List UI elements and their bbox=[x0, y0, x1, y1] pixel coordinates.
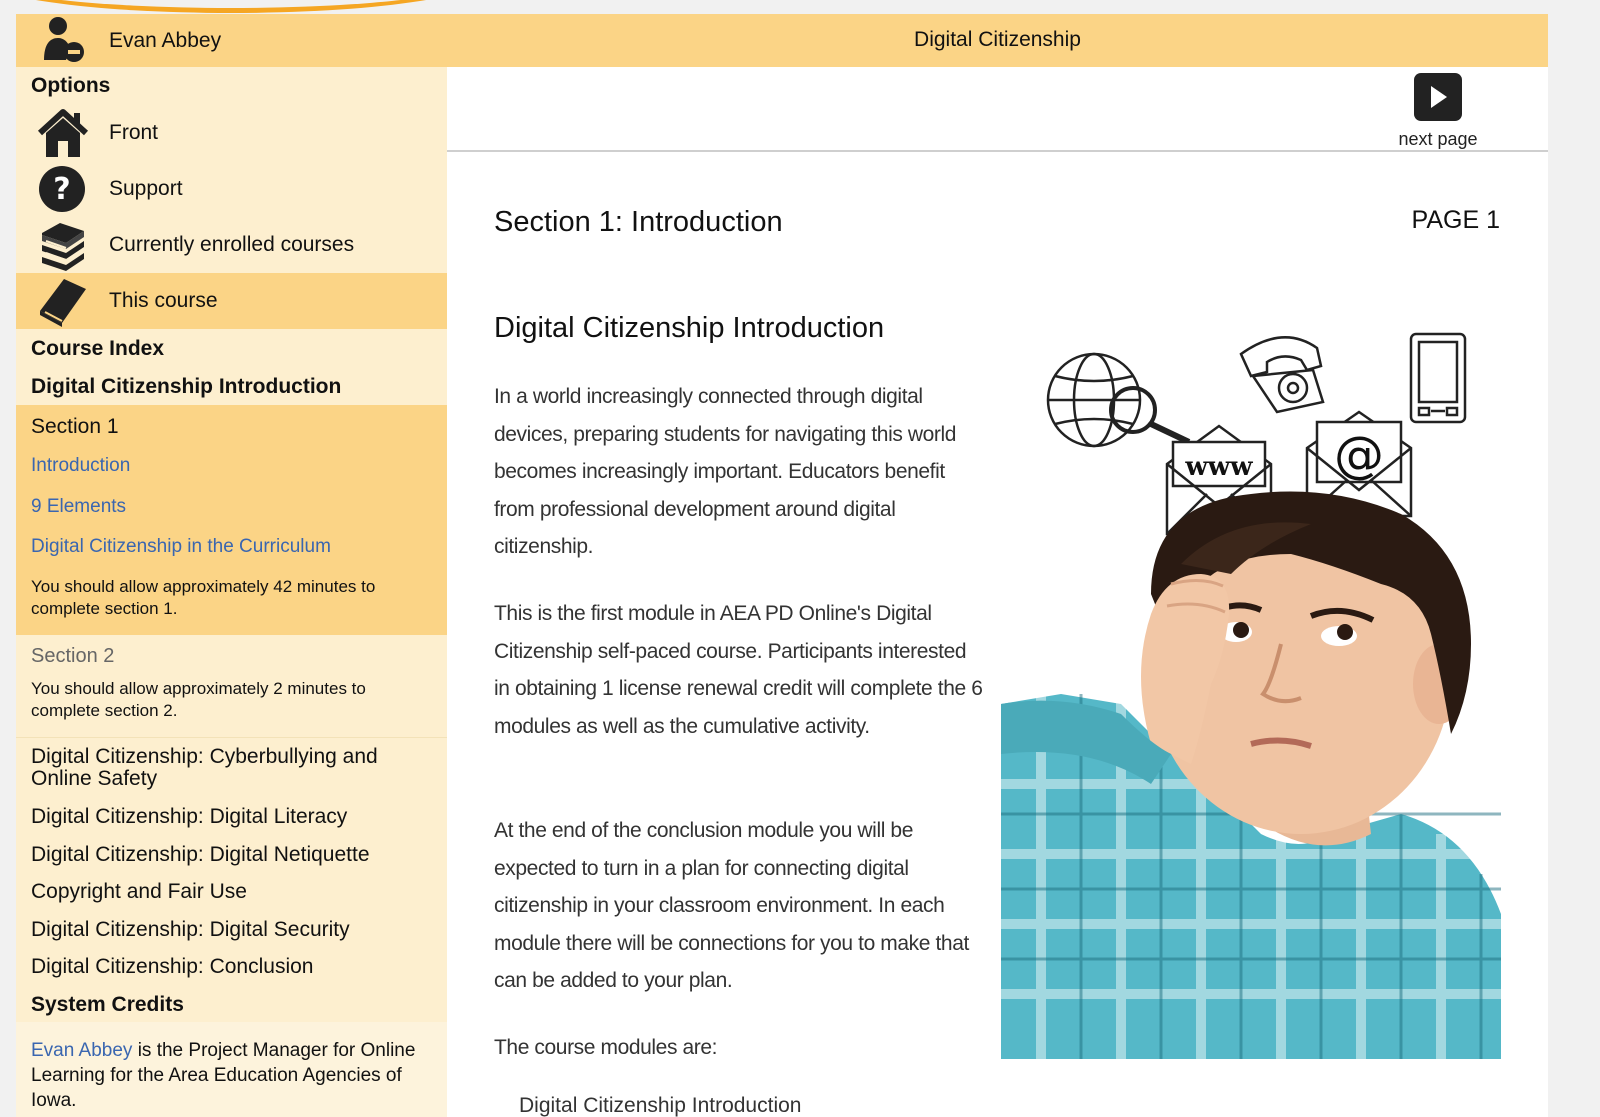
section2-note: You should allow approximately 2 minutes to complete section 2. bbox=[31, 679, 366, 720]
nav-front-label: Front bbox=[109, 121, 159, 144]
tablet-icon bbox=[1411, 334, 1465, 422]
section1-note: You should allow approximately 42 minutes to complete section 1. bbox=[31, 577, 376, 618]
nav-support-label: Support bbox=[109, 177, 183, 200]
section1-block bbox=[16, 405, 447, 635]
module-item[interactable]: Digital Citizenship: Digital Security bbox=[31, 918, 350, 941]
boy-thinking-illustration bbox=[1001, 314, 1501, 1059]
next-page-button[interactable] bbox=[1414, 73, 1462, 121]
chapter-title: Digital Citizenship Introduction bbox=[494, 312, 885, 344]
paragraph: This is the first module in AEA PD Online's Digital Citizenship self-paced course. Participants interested in obtaining 1 license renewal credit will complete the 6 modules as well as the cumulative activity. bbox=[494, 602, 983, 738]
module-list bbox=[16, 737, 447, 1117]
options-heading-row bbox=[16, 67, 447, 105]
www-text: www bbox=[1185, 452, 1253, 482]
module-item[interactable]: Digital Citizenship: Conclusion bbox=[31, 955, 314, 978]
paragraph: At the end of the conclusion module you will be expected to turn in a plan for connecting digital citizenship in your classroom environment. In each module there will be connections for you to make that can be added to your plan. bbox=[494, 819, 969, 992]
module-item[interactable]: Copyright and Fair Use bbox=[31, 880, 247, 903]
nav-enrolled-courses[interactable] bbox=[16, 217, 447, 273]
svg-text:?: ? bbox=[53, 172, 71, 207]
course-index-heading: Course Index bbox=[31, 337, 165, 360]
top-accent-arc bbox=[16, 0, 446, 14]
sidebar bbox=[16, 14, 447, 1117]
module-list-item: Digital Citizenship Introduction bbox=[519, 1094, 802, 1117]
user-row[interactable] bbox=[16, 14, 447, 67]
books-icon bbox=[36, 219, 90, 271]
boy-figure bbox=[1001, 492, 1501, 1060]
module-heading: Digital Citizenship Introduction bbox=[31, 375, 342, 398]
paragraph: In a world increasingly connected through digital devices, preparing students for navigating this world becomes increasingly important. Educators benefit from professional development around digital citizenship. bbox=[494, 385, 957, 558]
home-icon bbox=[36, 107, 90, 159]
next-page-label[interactable]: next page bbox=[1398, 129, 1478, 149]
credits-link[interactable]: Evan Abbey bbox=[31, 1040, 133, 1061]
course-title: Digital Citizenship bbox=[914, 28, 1081, 51]
credits-heading: System Credits bbox=[31, 993, 184, 1016]
section2-block bbox=[16, 635, 447, 737]
section1-label: Section 1 bbox=[31, 415, 119, 438]
module-item[interactable]: Digital Citizenship: Cyberbullying and Online Safety bbox=[31, 745, 378, 790]
options-heading: Options bbox=[31, 74, 111, 97]
section2-label[interactable]: Section 2 bbox=[31, 645, 115, 667]
credits-text bbox=[31, 1038, 431, 1113]
user-remove-icon bbox=[36, 14, 90, 66]
link-curriculum[interactable]: Digital Citizenship in the Curriculum bbox=[31, 536, 331, 557]
book-icon bbox=[36, 275, 90, 327]
page-toolbar bbox=[447, 67, 1548, 152]
at-text: @ bbox=[1334, 426, 1384, 484]
nav-this-course[interactable] bbox=[16, 273, 447, 329]
section-title: Section 1: Introduction bbox=[494, 206, 783, 238]
app-frame bbox=[16, 14, 1548, 1117]
link-introduction[interactable]: Introduction bbox=[31, 455, 131, 476]
credits-box bbox=[16, 1022, 447, 1117]
module-item[interactable]: Digital Citizenship: Digital Literacy bbox=[31, 805, 348, 828]
credits-body: is the Project Manager for Online Learning for the Area Education Agencies of Iowa. bbox=[31, 1040, 416, 1111]
link-9-elements[interactable]: 9 Elements bbox=[31, 496, 127, 517]
nav-support[interactable] bbox=[16, 161, 447, 217]
help-icon bbox=[36, 163, 90, 215]
nav-enrolled-courses-label: Currently enrolled courses bbox=[109, 233, 355, 256]
telephone-icon bbox=[1241, 337, 1323, 412]
module-item[interactable]: Digital Citizenship: Digital Netiquette bbox=[31, 843, 370, 866]
main-content bbox=[447, 154, 1548, 1117]
globe-icon bbox=[1048, 354, 1189, 446]
header-bar bbox=[447, 14, 1548, 67]
nav-this-course-label: This course bbox=[109, 289, 218, 312]
paragraph: The course modules are: bbox=[494, 1036, 718, 1059]
page-number: PAGE 1 bbox=[1411, 206, 1500, 234]
nav-front[interactable] bbox=[16, 105, 447, 161]
user-name[interactable]: Evan Abbey bbox=[109, 28, 222, 52]
course-index-block bbox=[16, 329, 447, 405]
